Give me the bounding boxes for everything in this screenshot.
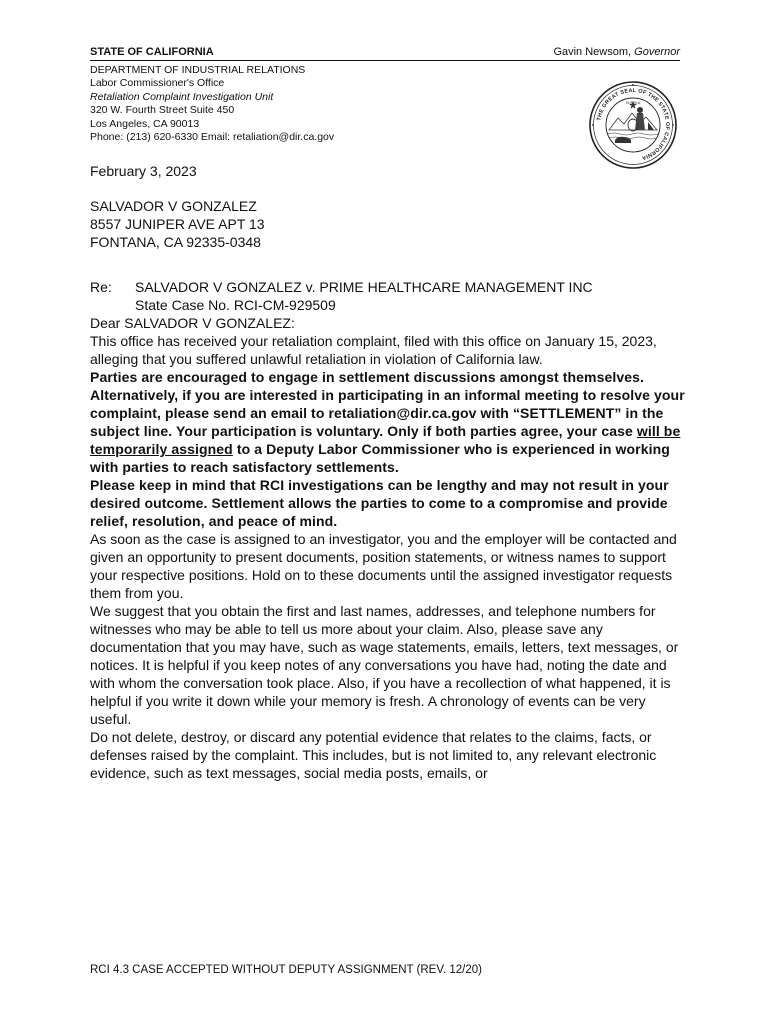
re-label: Re:	[90, 279, 112, 295]
great-seal-of-california-icon	[588, 80, 678, 170]
agency-contact: Phone: (213) 620-6330 Email: retaliation@dir.ca.gov	[90, 131, 335, 144]
recipient-city: FONTANA, CA 92335-0348	[90, 234, 261, 250]
seal-ring-text: THE GREAT SEAL OF THE STATE OF CALIFORNIA	[596, 87, 671, 161]
letter-date: February 3, 2023	[90, 163, 197, 179]
agency-block	[90, 64, 530, 144]
recipient-street: 8557 JUNIPER AVE APT 13	[90, 216, 265, 232]
recipient-address	[90, 197, 690, 251]
agency-address-line2: Los Angeles, CA 90013	[90, 117, 200, 130]
paragraph-witnesses: We suggest that you obtain the first and last names, addresses, and telephone numbers for witnesses who may be able to tell us more about your claim. Also, please save any documentation that you may have, such as wage statements, emails, letters, text messages, or notices. It is helpful if you keep notes of any conversations you have had, noting the date and with whom the conversation took place. Also, if you have a recollection of what happened, it is helpful if you write it down while your memory is fresh. A chronology of events can be very useful.	[90, 603, 679, 727]
department-name: DEPARTMENT OF INDUSTRIAL RELATIONS	[90, 64, 306, 76]
paragraph-investigation-note: Please keep in mind that RCI investigations can be lengthy and may not result in your desired outcome. Settlement allows the parties to come to a compromise and provide relief, resolution, and peace of mind.	[90, 477, 669, 529]
settlement-text-after: to a Deputy Labor Commissioner who is experienced in working with parties to reach satisfactory settlements.	[90, 441, 670, 475]
re-line	[90, 278, 690, 314]
salutation: Dear SALVADOR V GONZALEZ:	[90, 315, 295, 331]
settlement-text-before: Parties are encouraged to engage in settlement discussions amongst themselves. Alternatively, if you are interested in participating in an informal meeting to resolve your complaint, please send an email to retaliation@dir.ca.gov with “SETTLEMENT” in the subject line. Your participation is voluntary. Only if both parties agree, your case	[90, 369, 685, 439]
seal-motto: EUREKA	[626, 101, 640, 105]
paragraph-complaint-received: This office has received your retaliation complaint, filed with this office on January 15, 2023, alleging that you suffered unlawful retaliation in violation of California law.	[90, 333, 657, 367]
paragraph-evidence: Do not delete, destroy, or discard any potential evidence that relates to the claims, facts, or defenses raised by the complaint. This includes, but is not limited to, any relevant electronic evidence, such as text messages, social media posts, emails, or	[90, 729, 657, 781]
agency-address-line1: 320 W. Fourth Street Suite 450	[90, 104, 235, 117]
svg-text:THE GREAT SEAL OF THE STATE OF	[596, 88, 670, 161]
governor-name: Gavin Newsom,	[553, 46, 632, 58]
settlement-underlined-text: will be temporarily assigned	[90, 423, 681, 457]
case-parties: SALVADOR V GONZALEZ v. PRIME HEALTHCARE MANAGEMENT INC	[135, 279, 593, 295]
form-footer: RCI 4.3 CASE ACCEPTED WITHOUT DEPUTY ASSIGNMENT (REV. 12/20)	[90, 964, 482, 976]
letter-body	[90, 162, 690, 782]
office-name: Labor Commissioner's Office	[90, 77, 225, 90]
governor-line	[553, 45, 680, 59]
unit-name: Retaliation Complaint Investigation Unit	[90, 90, 274, 103]
recipient-name: SALVADOR V GONZALEZ	[90, 198, 257, 214]
paragraph-investigator-assignment: As soon as the case is assigned to an investigator, you and the employer will be contacted and given an opportunity to present documents, position statements, or witness names to support your respective positions. Hold on to these documents until the assigned investigator requests them from you.	[90, 531, 677, 601]
header-divider	[90, 60, 680, 61]
paragraph-settlement	[90, 368, 690, 476]
state-name: STATE OF CALIFORNIA	[90, 46, 214, 58]
letterhead-top	[90, 45, 680, 59]
re-details	[135, 278, 593, 314]
case-number: State Case No. RCI-CM-929509	[135, 297, 336, 313]
governor-title: Governor	[634, 46, 680, 58]
